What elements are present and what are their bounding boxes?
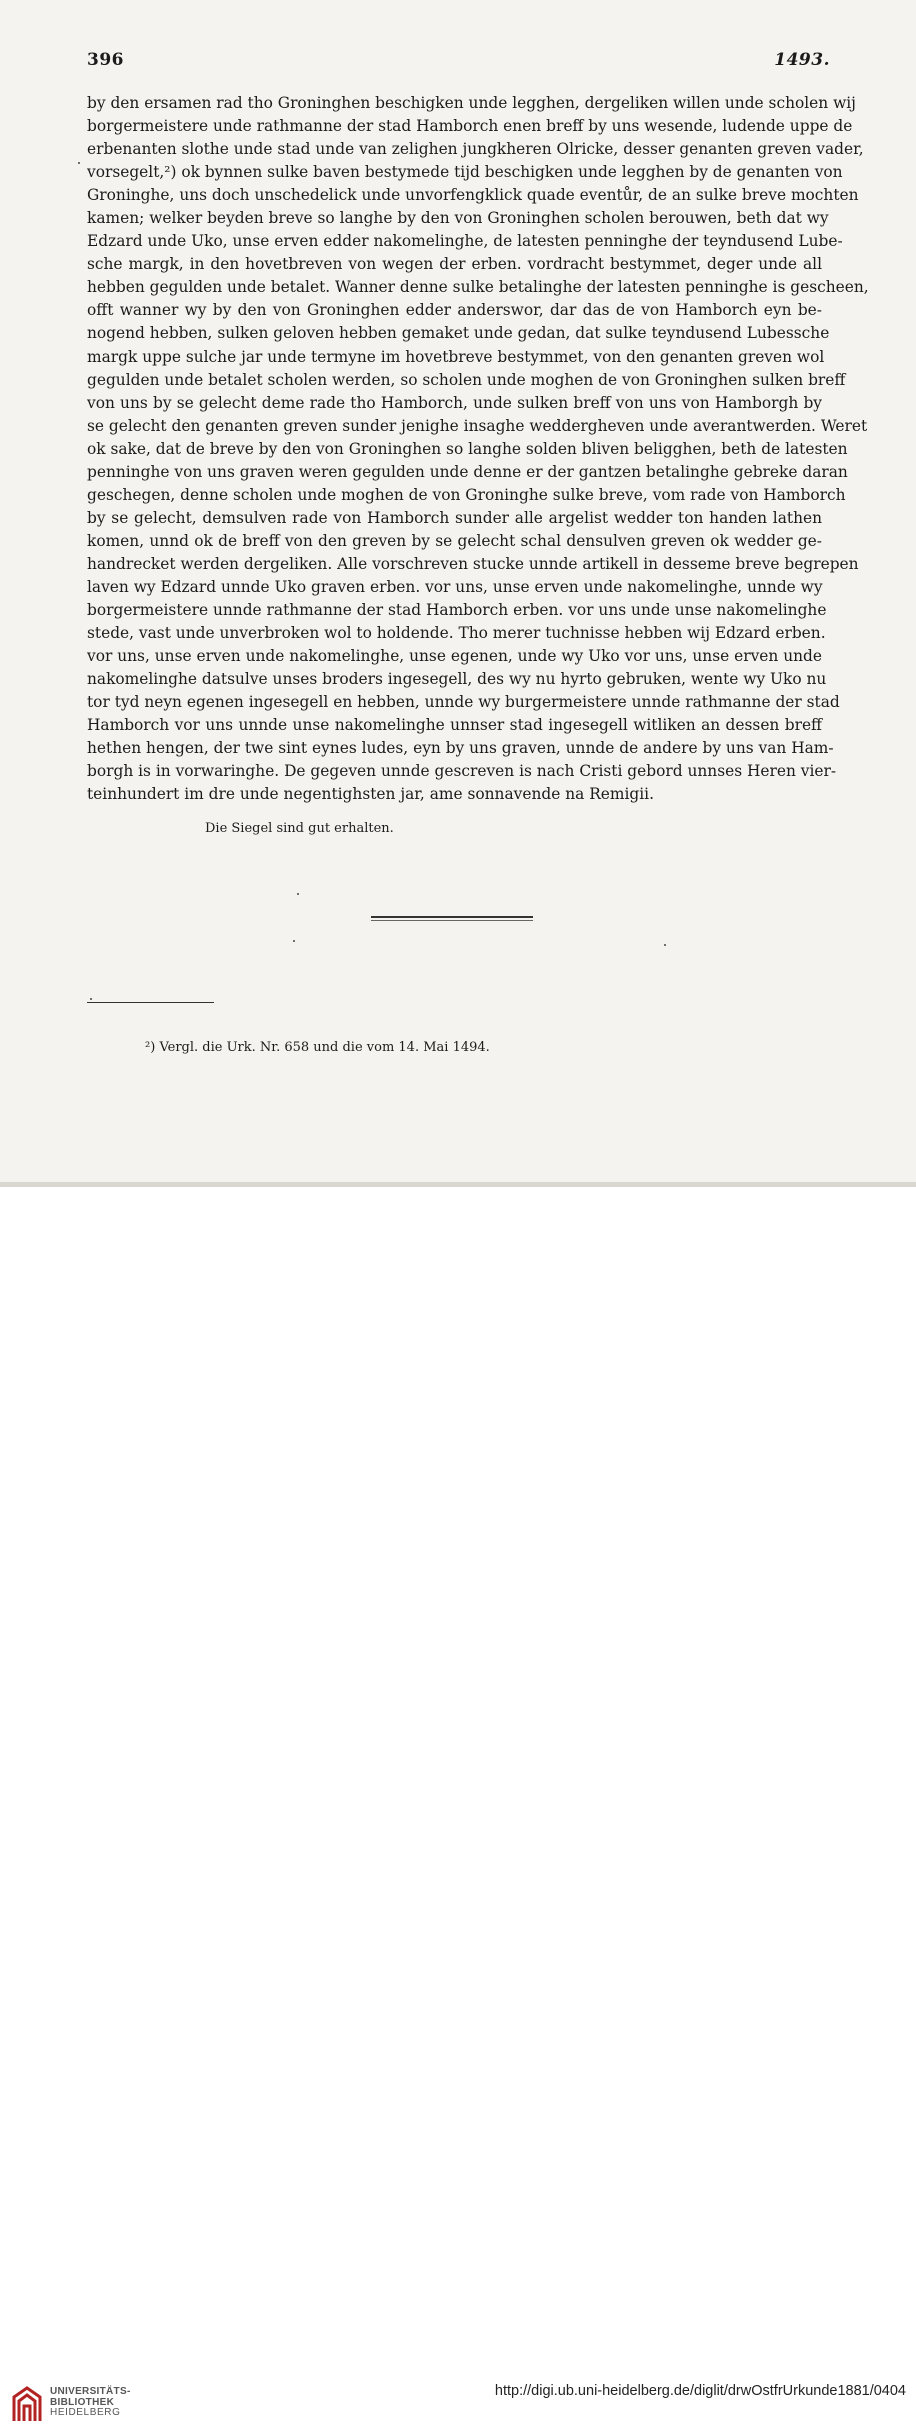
seal-note: Die Siegel sind gut erhalten. — [205, 821, 394, 836]
document-year: 1493. — [774, 50, 830, 70]
text-line: borgermeistere unnde rathmanne der stad Hamborch erben. vor uns unde unse nakomelinghe — [87, 601, 827, 620]
text-line: Hamborch vor uns unnde unse nakomelinghe unnser stad ingesegell witliken an dessen breff — [87, 716, 822, 735]
text-line: komen, unnd ok de breff von den greven by se gelecht schal densulven greven ok wedder ge- — [87, 531, 822, 550]
text-line: von uns by se gelecht deme rade tho Hamborch, unde sulken breff von uns von Hamborgh by — [87, 393, 822, 412]
library-logo-icon — [10, 2385, 44, 2425]
text-line: teinhundert im dre unde negentighsten jar, ame sonnavende na Remigii. — [87, 785, 654, 804]
footnote-text: Vergl. die Urk. Nr. 658 und die vom 14. Mai 1494. — [159, 1040, 490, 1055]
text-line: by se gelecht, demsulven rade von Hamborch sunder alle argelist wedder ton handen lathen — [87, 508, 822, 527]
library-name-line3: HEIDELBERG — [50, 2407, 121, 2418]
text-line: kamen; welker beyden breve so langhe by den von Groninghen scholen berouwen, beth dat wy — [87, 209, 829, 228]
text-line: hebben gegulden unde betalet. Wanner denne sulke betalinghe der latesten penninghe is gescheen, — [87, 278, 869, 297]
text-line: erbenanten slothe unde stad unde van zelighen jungkheren Olricke, desser genanten greven vader, — [87, 140, 864, 159]
scanned-page — [0, 0, 916, 1187]
text-line: hethen hengen, der twe sint eynes ludes, eyn by uns graven, unnde de andere by uns van Ham- — [87, 739, 834, 758]
page-header — [87, 50, 830, 74]
footnote-marker: ²) — [145, 1040, 156, 1055]
text-line: borgh is in vorwaringhe. De gegeven unnde gescreven is nach Cristi gebord unnses Heren vier- — [87, 762, 837, 781]
scan-speck — [297, 893, 299, 895]
document-body — [87, 92, 869, 806]
permalink-url[interactable]: http://digi.ub.uni-heidelberg.de/diglit/drwOstfrUrkunde1881/0404 — [494, 2383, 906, 2399]
scan-speck — [78, 162, 80, 164]
section-divider — [371, 916, 533, 918]
text-line: vorsegelt,²) ok bynnen sulke baven bestymede tijd beschigken unde legghen by de genanten von — [87, 163, 843, 182]
viewer-footer — [0, 1187, 916, 2418]
footnote-rule — [87, 1002, 214, 1003]
library-name-line2: BIBLIOTHEK — [50, 2396, 115, 2408]
scan-speck — [664, 944, 666, 946]
text-line: stede, vast unde unverbroken wol to holdende. Tho merer tuchnisse hebben wij Edzard erben. — [87, 624, 826, 643]
text-line: offt wanner wy by den von Groninghen edder anderswor, dar das de von Hamborch eyn be- — [87, 301, 822, 320]
footnote — [145, 1040, 490, 1055]
scan-speck — [293, 940, 295, 942]
text-line: margk uppe sulche jar unde termyne im hovetbreve bestymmet, von den genanten greven wol — [87, 347, 825, 366]
library-name-line1: UNIVERSITÄTS- — [50, 2386, 131, 2397]
text-line: tor tyd neyn egenen ingesegell en hebben, unnde wy burgermeistere unnde rathmanne der stad — [87, 693, 840, 712]
text-line: nakomelinghe datsulve unses broders ingesegell, des wy nu hyrto gebruken, wente wy Uko nu — [87, 670, 827, 689]
library-name — [50, 2387, 131, 2419]
text-line: gegulden unde betalet scholen werden, so scholen unde moghen de von Groninghen sulken breff — [87, 370, 846, 389]
text-line: nogend hebben, sulken geloven hebben gemaket unde gedan, dat sulke teyndusend Lubessche — [87, 324, 830, 343]
text-line: vor uns, unse erven unde nakomelinghe, unse egenen, unde wy Uko vor uns, unse erven unde — [87, 647, 822, 666]
section-divider-thin — [371, 920, 533, 921]
text-line: penninghe von uns graven weren gegulden unde denne er der gantzen betalinghe gebreke daran — [87, 462, 848, 481]
text-line: Groninghe, uns doch unschedelick unde unvorfengklick quade eventůr, de an sulke breve mochten — [87, 186, 859, 205]
text-line: se gelecht den genanten greven sunder jenighe insaghe weddergheven unde averantwerden. Weret — [87, 416, 868, 435]
text-line: sche margk, in den hovetbreven von wegen der erben. vordracht bestymmet, deger unde all — [87, 255, 822, 274]
text-line: geschegen, denne scholen unde moghen de von Groninghe sulke breve, vom rade von Hamborch — [87, 485, 846, 504]
text-line: handrecket werden dergeliken. Alle vorschreven stucke unnde artikell in desseme breve begrepen — [87, 554, 859, 573]
scan-speck — [90, 998, 92, 1000]
page-number: 396 — [87, 50, 124, 70]
text-line: by den ersamen rad tho Groninghen beschigken unde legghen, dergeliken willen unde scholen wij — [87, 94, 856, 112]
text-line: borgermeistere unde rathmanne der stad Hamborch enen breff by uns wesende, ludende uppe de — [87, 117, 853, 136]
text-line: laven wy Edzard unnde Uko graven erben. vor uns, unse erven unde nakomelinghe, unnde wy — [87, 577, 823, 596]
text-line: ok sake, dat de breve by den von Groninghen so langhe solden bliven beligghen, beth de latesten — [87, 439, 848, 458]
text-line: Edzard unde Uko, unse erven edder nakomelinghe, de latesten penninghe der teyndusend Lube- — [87, 232, 843, 251]
